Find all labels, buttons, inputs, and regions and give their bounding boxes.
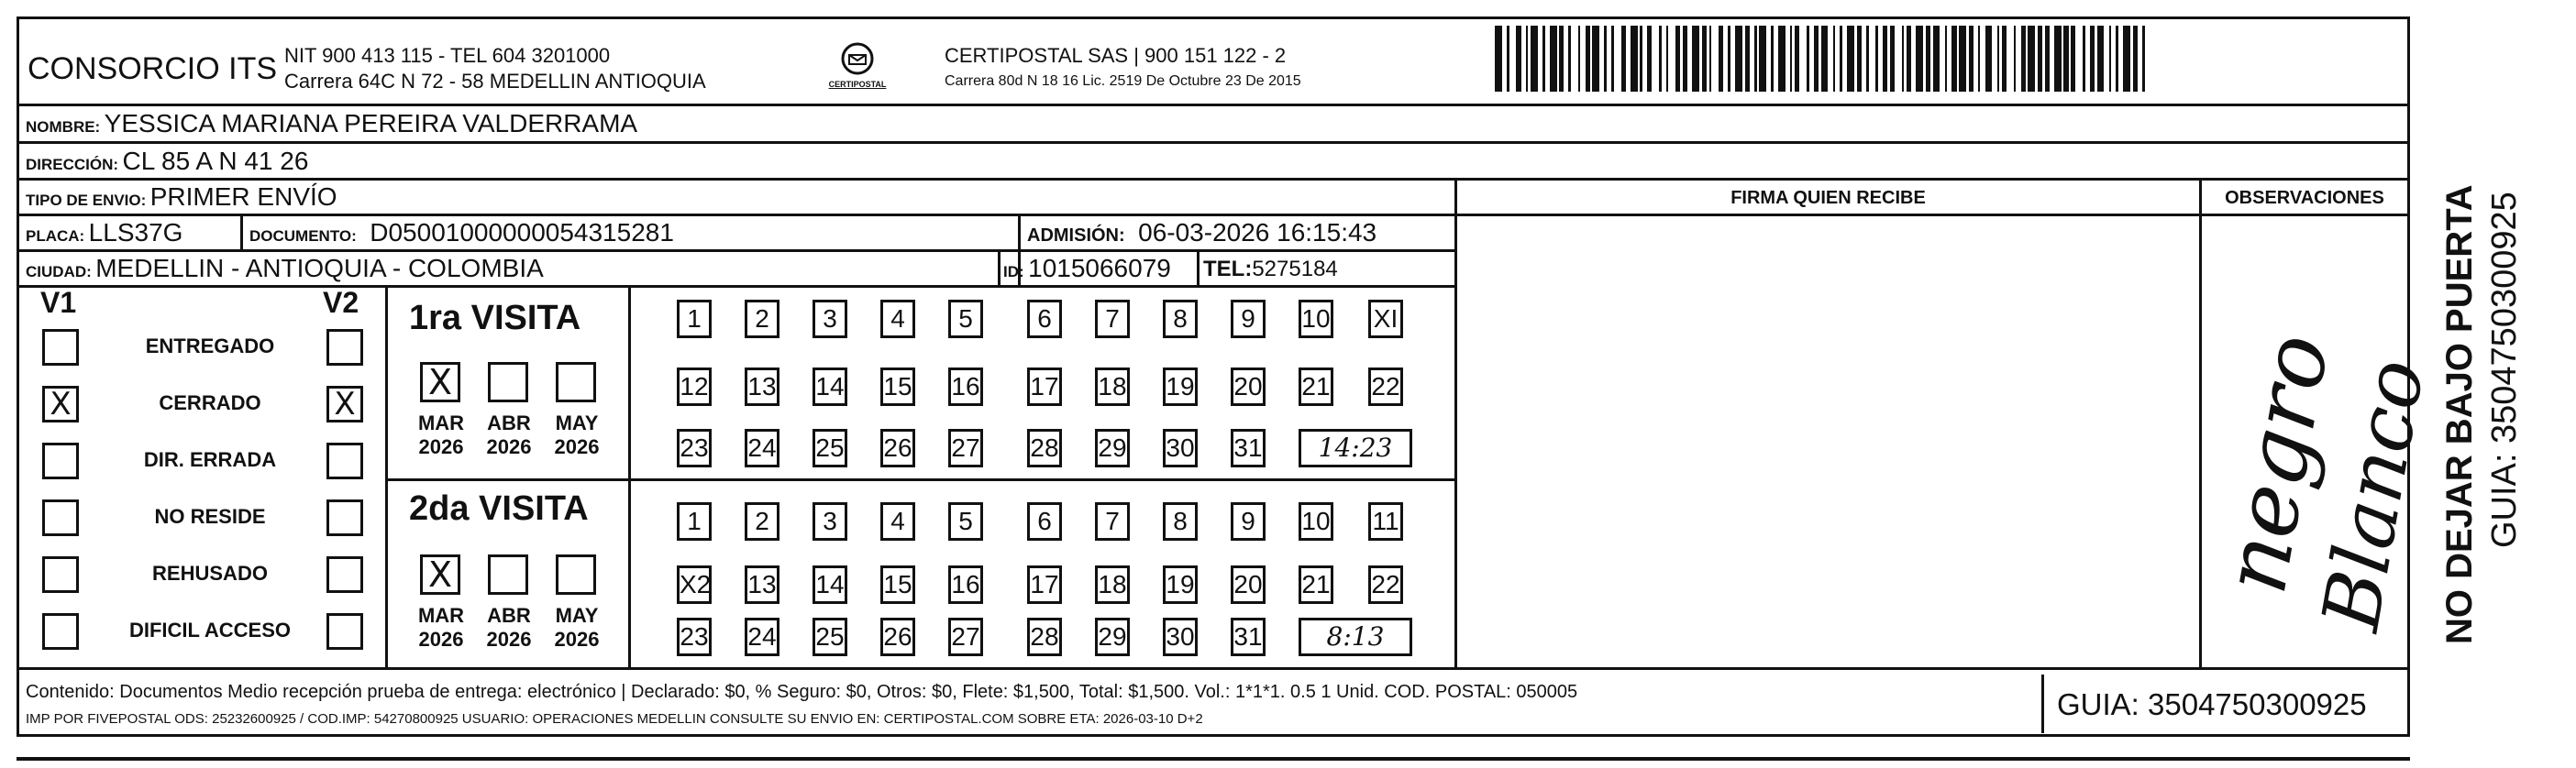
v1-checkbox[interactable] bbox=[42, 556, 79, 593]
v1-checkbox[interactable] bbox=[42, 329, 79, 366]
barcode-bar bbox=[1869, 26, 1876, 92]
tel-value: 5275184 bbox=[1252, 257, 1338, 281]
barcode-bar bbox=[1668, 26, 1675, 92]
day-box[interactable]: 30 bbox=[1163, 429, 1198, 467]
day-box[interactable]: 16 bbox=[948, 368, 983, 406]
month-label: ABR bbox=[487, 411, 531, 434]
day-box[interactable]: 24 bbox=[745, 429, 779, 467]
observation-line-1: negro bbox=[2203, 326, 2349, 601]
day-box[interactable]: 20 bbox=[1231, 565, 1266, 604]
month-label: MAR bbox=[417, 411, 465, 434]
name-label: NOMBRE: bbox=[26, 118, 101, 136]
name-row bbox=[26, 109, 637, 138]
day-box[interactable]: 14 bbox=[813, 565, 847, 604]
document-value: D05001000000054315281 bbox=[370, 218, 674, 247]
day-box[interactable]: 21 bbox=[1299, 368, 1333, 406]
day-box[interactable]: 1 bbox=[677, 502, 712, 541]
day-box[interactable]: 20 bbox=[1231, 368, 1266, 406]
side-warning: NO DEJAR BAJO PUERTA bbox=[2439, 184, 2480, 644]
day-box[interactable]: 25 bbox=[813, 618, 847, 656]
day-box[interactable]: 9 bbox=[1231, 502, 1266, 541]
month-label: MAY bbox=[555, 604, 599, 627]
tel-label: TEL: bbox=[1203, 257, 1253, 281]
day-box[interactable]: 24 bbox=[745, 618, 779, 656]
plate-value: LLS37G bbox=[88, 218, 183, 247]
barcode-bar bbox=[1652, 26, 1659, 92]
day-box[interactable]: 7 bbox=[1095, 300, 1130, 338]
city-row bbox=[26, 254, 544, 283]
visit-time[interactable]: 8:13 bbox=[1299, 618, 1412, 656]
barcode-bar bbox=[1799, 26, 1807, 92]
barcode-bar bbox=[1959, 26, 1966, 92]
day-box[interactable]: 8 bbox=[1163, 502, 1198, 541]
barcode-bar bbox=[1692, 26, 1699, 92]
rule bbox=[17, 667, 2410, 670]
day-box[interactable]: 5 bbox=[948, 300, 983, 338]
day-box[interactable]: 26 bbox=[880, 618, 915, 656]
barcode-bar bbox=[1778, 26, 1786, 92]
observations-label: OBSERVACIONES bbox=[2225, 188, 2384, 208]
barcode-bar bbox=[2028, 26, 2035, 92]
day-box[interactable]: 18 bbox=[1095, 368, 1130, 406]
plate-row bbox=[26, 218, 182, 247]
day-box[interactable]: 15 bbox=[880, 368, 915, 406]
carrier-license: Carrera 80d N 18 16 Lic. 2519 De Octubre 23 De 2015 bbox=[945, 73, 1301, 89]
rule bbox=[17, 757, 2410, 761]
shipping-type: PRIMER ENVÍO bbox=[149, 182, 337, 211]
barcode-bar bbox=[1592, 26, 1599, 92]
day-box[interactable]: 9 bbox=[1231, 300, 1266, 338]
day-box[interactable]: 28 bbox=[1027, 618, 1062, 656]
day-box[interactable]: 25 bbox=[813, 429, 847, 467]
day-box[interactable]: 6 bbox=[1027, 300, 1062, 338]
month-checkbox[interactable]: X bbox=[420, 554, 460, 595]
barcode-bar bbox=[1895, 26, 1902, 92]
address-row bbox=[26, 147, 308, 176]
day-box[interactable]: 18 bbox=[1095, 565, 1130, 604]
side-guia: GUIA: 3504750300925 bbox=[2485, 192, 2524, 548]
nit-line: NIT 900 413 115 - TEL 604 3201000 bbox=[284, 44, 611, 67]
rule bbox=[17, 141, 2410, 144]
day-box[interactable]: 27 bbox=[948, 618, 983, 656]
barcode-bar bbox=[2097, 26, 2105, 92]
document-label: DOCUMENTO: bbox=[249, 227, 357, 245]
day-box[interactable]: 10 bbox=[1299, 502, 1333, 541]
day-box[interactable]: 30 bbox=[1163, 618, 1198, 656]
certipostal-logo bbox=[821, 42, 894, 97]
recipient-name: YESSICA MARIANA PEREIRA VALDERRAMA bbox=[104, 109, 638, 137]
admission-value: 06-03-2026 16:15:43 bbox=[1138, 218, 1377, 247]
day-box[interactable]: 2 bbox=[745, 502, 779, 541]
day-box[interactable]: 17 bbox=[1027, 368, 1062, 406]
shipping-type-row bbox=[26, 182, 337, 212]
year-label: 2026 bbox=[486, 435, 532, 458]
shipping-type-label: TIPO DE ENVIO: bbox=[26, 192, 147, 209]
barcode-bar bbox=[2075, 26, 2083, 92]
year-label: 2026 bbox=[486, 628, 532, 651]
day-box[interactable]: 16 bbox=[948, 565, 983, 604]
address-label: DIRECCIÓN: bbox=[26, 156, 119, 173]
v2-checkbox[interactable] bbox=[326, 556, 363, 593]
rule bbox=[17, 285, 1456, 288]
day-box[interactable]: 28 bbox=[1027, 429, 1062, 467]
city-label: CIUDAD: bbox=[26, 263, 92, 280]
observation-line-2: Blanco bbox=[2305, 352, 2443, 638]
barcode-bar bbox=[2123, 26, 2130, 92]
day-box[interactable]: 10 bbox=[1299, 300, 1333, 338]
status-label: DIFICIL ACCESO bbox=[128, 619, 291, 642]
id-row bbox=[1003, 254, 1171, 283]
month-checkbox[interactable] bbox=[556, 362, 596, 402]
logo-text: CERTIPOSTAL bbox=[828, 80, 887, 89]
day-box[interactable]: X2 bbox=[677, 565, 712, 604]
barcode-bar bbox=[1759, 26, 1766, 92]
month-label: ABR bbox=[487, 604, 531, 627]
divider bbox=[1197, 249, 1200, 285]
day-box[interactable]: 8 bbox=[1163, 300, 1198, 338]
admission-row bbox=[1027, 218, 1376, 247]
v2-label: V2 bbox=[323, 286, 359, 319]
day-box[interactable]: 27 bbox=[948, 429, 983, 467]
visit-time[interactable]: 14:23 bbox=[1299, 429, 1412, 467]
day-box[interactable]: 4 bbox=[880, 300, 915, 338]
year-label: 2026 bbox=[554, 628, 600, 651]
barcode-bar bbox=[1985, 26, 1993, 92]
day-box[interactable]: 6 bbox=[1027, 502, 1062, 541]
company-address: Carrera 64C N 72 - 58 MEDELLIN ANTIOQUIA bbox=[284, 70, 706, 93]
divider bbox=[628, 285, 631, 667]
month-checkbox[interactable] bbox=[488, 362, 528, 402]
status-label: DIR. ERRADA bbox=[143, 448, 277, 471]
id-value: 1015066079 bbox=[1028, 254, 1171, 282]
logo-icon bbox=[839, 42, 876, 75]
day-box[interactable]: 3 bbox=[813, 502, 847, 541]
barcode-bar bbox=[1495, 26, 1502, 92]
day-box[interactable]: 5 bbox=[948, 502, 983, 541]
rule bbox=[17, 249, 1456, 252]
carrier-line: CERTIPOSTAL SAS | 900 151 122 - 2 bbox=[945, 44, 1287, 67]
barcode-bar bbox=[1711, 26, 1719, 92]
day-box[interactable]: 22 bbox=[1368, 368, 1403, 406]
day-box[interactable]: 17 bbox=[1027, 565, 1062, 604]
signature-label: FIRMA QUIEN RECIBE bbox=[1730, 188, 1926, 208]
day-box[interactable]: 19 bbox=[1163, 368, 1198, 406]
day-box[interactable]: 14 bbox=[813, 368, 847, 406]
v1-label: V1 bbox=[40, 286, 77, 319]
day-box[interactable]: 12 bbox=[677, 368, 712, 406]
status-label: NO RESIDE bbox=[154, 505, 266, 528]
day-box[interactable]: 29 bbox=[1095, 618, 1130, 656]
barcode-bar bbox=[1614, 26, 1621, 92]
first-visit-label: 1ra VISITA bbox=[409, 299, 581, 337]
observation-handwriting bbox=[2203, 247, 2443, 638]
month-label: MAY bbox=[555, 411, 599, 434]
day-box[interactable]: 1 bbox=[677, 300, 712, 338]
guia-box bbox=[2041, 675, 2408, 733]
day-box[interactable]: 29 bbox=[1095, 429, 1130, 467]
barcode-bar bbox=[1916, 26, 1923, 92]
document-row bbox=[249, 218, 674, 247]
v1-checkbox[interactable] bbox=[42, 613, 79, 650]
month-checkbox[interactable] bbox=[488, 554, 528, 595]
tel-row bbox=[1203, 257, 1338, 282]
id-label: ID: bbox=[1003, 263, 1024, 280]
city-value: MEDELLIN - ANTIOQUIA - COLOMBIA bbox=[95, 254, 544, 282]
status-label: ENTREGADO bbox=[145, 335, 275, 357]
v1-checkbox[interactable]: X bbox=[42, 386, 79, 422]
day-box[interactable]: 15 bbox=[880, 565, 915, 604]
rule bbox=[385, 478, 1456, 481]
v2-checkbox[interactable] bbox=[326, 443, 363, 479]
v2-checkbox[interactable] bbox=[326, 329, 363, 366]
day-box[interactable]: 19 bbox=[1163, 565, 1198, 604]
day-box[interactable]: 23 bbox=[677, 618, 712, 656]
divider bbox=[2199, 178, 2202, 667]
day-box[interactable]: 31 bbox=[1231, 429, 1266, 467]
month-checkbox[interactable] bbox=[556, 554, 596, 595]
v2-checkbox[interactable] bbox=[326, 499, 363, 536]
day-box[interactable]: 31 bbox=[1231, 618, 1266, 656]
day-box[interactable]: 3 bbox=[813, 300, 847, 338]
content-line: Contenido: Documentos Medio recepción prueba de entrega: electrónico | Declarado: $0, % Seguro: $0, Otros: $0, Flete: $1,500, Total: $1,500. Vol.: 1*1*1. 0.5 1 Unid. COD. POSTAL: 050005 bbox=[26, 682, 1578, 702]
v1-checkbox[interactable] bbox=[42, 499, 79, 536]
status-label: CERRADO bbox=[159, 391, 261, 414]
rule bbox=[17, 104, 2410, 106]
guia-number: GUIA: 3504750300925 bbox=[2057, 687, 2367, 721]
day-box[interactable]: 11 bbox=[1368, 502, 1403, 541]
barcode-bar bbox=[1933, 26, 1940, 92]
barcode-bar bbox=[1821, 26, 1829, 92]
barcode-bar bbox=[1550, 26, 1557, 92]
admission-label: ADMISIÓN: bbox=[1027, 225, 1125, 246]
v2-checkbox[interactable]: X bbox=[326, 386, 363, 422]
divider bbox=[385, 285, 388, 667]
year-label: 2026 bbox=[418, 435, 464, 458]
barcode bbox=[1495, 26, 2224, 92]
v1-checkbox[interactable] bbox=[42, 443, 79, 479]
day-box[interactable]: 4 bbox=[880, 502, 915, 541]
divider bbox=[1454, 178, 1457, 667]
plate-label: PLACA: bbox=[26, 227, 85, 245]
company-name: CONSORCIO ITS bbox=[28, 51, 278, 86]
barcode-bar bbox=[1509, 26, 1517, 92]
barcode-bar bbox=[1735, 26, 1742, 92]
barcode-bar bbox=[1847, 26, 1854, 92]
barcode-bar bbox=[2007, 26, 2014, 92]
day-box[interactable]: 7 bbox=[1095, 502, 1130, 541]
day-box[interactable]: 21 bbox=[1299, 565, 1333, 604]
status-label: REHUSADO bbox=[152, 562, 268, 585]
day-box[interactable]: 26 bbox=[880, 429, 915, 467]
rule bbox=[17, 214, 2410, 216]
day-box[interactable]: 13 bbox=[745, 368, 779, 406]
barcode-bar bbox=[2145, 26, 2152, 92]
year-label: 2026 bbox=[418, 628, 464, 651]
year-label: 2026 bbox=[554, 435, 600, 458]
barcode-bar bbox=[1631, 26, 1638, 92]
day-box[interactable]: 22 bbox=[1368, 565, 1403, 604]
divider bbox=[240, 214, 243, 249]
second-visit-label: 2da VISITA bbox=[409, 489, 589, 528]
recipient-address: CL 85 A N 41 26 bbox=[122, 147, 309, 175]
month-checkbox[interactable]: X bbox=[420, 362, 460, 402]
imp-line: IMP POR FIVEPOSTAL ODS: 25232600925 / COD.IMP: 54270800925 USUARIO: OPERACIONES MEDELLIN CONSULTE SU ENVIO EN: CERTIPOSTAL.COM SOBRE ETA: 2026-03-10 D+2 bbox=[26, 711, 1203, 727]
day-box[interactable]: 13 bbox=[745, 565, 779, 604]
month-label: MAR bbox=[417, 604, 465, 627]
rule bbox=[17, 178, 2410, 181]
day-box[interactable]: 2 bbox=[745, 300, 779, 338]
barcode-bar bbox=[2054, 26, 2062, 92]
barcode-bar bbox=[1531, 26, 1538, 92]
day-box[interactable]: XI bbox=[1368, 300, 1403, 338]
divider bbox=[998, 249, 1001, 285]
barcode-bar bbox=[1571, 26, 1578, 92]
v2-checkbox[interactable] bbox=[326, 613, 363, 650]
day-box[interactable]: 23 bbox=[677, 429, 712, 467]
